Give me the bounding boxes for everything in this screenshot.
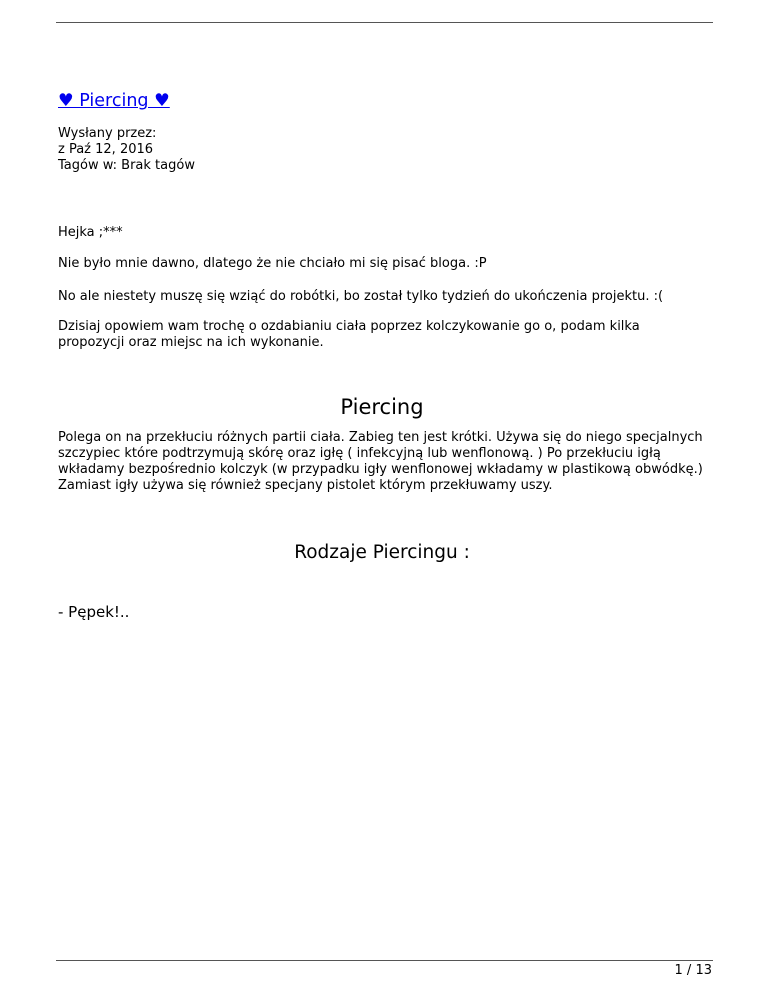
post-title — [58, 90, 170, 112]
paragraph-intro: Dzisiaj opowiem wam trochę o ozdabianiu ciała poprzez kolczykowanie go o, podam kilka propozycji oraz miejsc na ich wykonanie. — [58, 319, 640, 350]
heading-types: Rodzaje Piercingu : — [294, 542, 470, 563]
heading-piercing: Piercing — [340, 395, 424, 419]
paragraph-absence: Nie było mnie dawno, dlatego że nie chciało mi się pisać bloga. :P — [58, 256, 487, 271]
post-date: z Paź 12, 2016 — [58, 142, 154, 157]
post-meta — [58, 126, 195, 174]
post-tags: Tagów w: Brak tagów — [58, 158, 195, 173]
posted-by-label: Wysłany przez: — [58, 126, 157, 141]
top-divider — [56, 22, 713, 23]
post-content — [58, 225, 706, 621]
post-title-link[interactable]: ♥ Piercing ♥ — [58, 91, 170, 111]
paragraph-project: No ale niestety muszę się wziąć do robótki, bo został tylko tydzień do ukończenia projektu. :( — [58, 289, 664, 304]
page-number: 1 / 13 — [674, 963, 712, 978]
bottom-divider — [56, 960, 713, 961]
list-item-navel: - Pępek!.. — [58, 603, 130, 621]
paragraph-greeting: Hejka ;*** — [58, 225, 123, 240]
paragraph-description: Polega on na przekłuciu różnych partii ciała. Zabieg ten jest krótki. Używa się do niego specjalnych szczypiec które podtrzymują skórę oraz igłę ( infekcyjną lub wenflonową. ) Po przekłuciu igłą wkładamy bezpośrednio kolczyk (w przypadku igły wenflonowej wkładamy w plastikową obwódkę.) Zamiast igły używa się również specjany pistolet którym przekłuwamy uszy. — [58, 430, 703, 493]
